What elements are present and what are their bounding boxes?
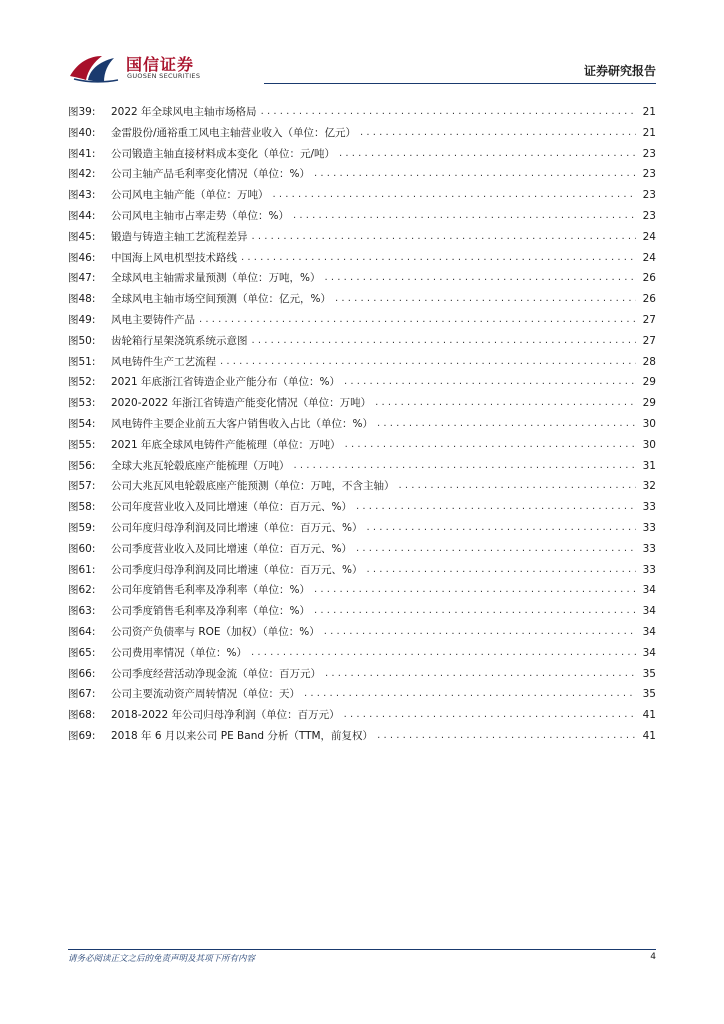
toc-leader-dots	[294, 456, 637, 477]
toc-leader-dots	[261, 102, 636, 123]
toc-page-number: 33	[642, 542, 656, 555]
toc-figure-number: 图55:	[68, 438, 96, 451]
toc-figure-number: 图53:	[68, 397, 96, 410]
toc-entry[interactable]	[68, 123, 656, 144]
toc-figure-number: 图66:	[68, 667, 96, 680]
toc-figure-title: 中国海上风电机型技术路线	[111, 251, 237, 264]
toc-entry[interactable]	[68, 352, 656, 373]
page-header	[68, 50, 656, 86]
logo-chinese-name: 国信证券	[126, 55, 195, 74]
toc-leader-dots	[344, 372, 636, 393]
toc-leader-dots	[375, 393, 636, 414]
toc-entry[interactable]	[68, 435, 656, 456]
toc-figure-title: 公司风电主轴产能（单位：万吨）	[111, 189, 269, 202]
toc-page-number: 34	[642, 584, 656, 597]
toc-entry[interactable]	[68, 560, 656, 581]
toc-figure-number: 图46:	[68, 251, 96, 264]
toc-figure-title: 风电主要铸件产品	[111, 313, 195, 326]
toc-figure-title: 2018-2022 年公司归母净利润（单位：百万元）	[111, 709, 340, 722]
toc-figure-title: 2018 年 6 月以来公司 PE Band 分析（TTM，前复权）	[111, 729, 374, 742]
toc-page-number: 23	[642, 209, 656, 222]
figure-table-of-contents	[68, 102, 656, 747]
toc-leader-dots	[377, 726, 636, 747]
toc-figure-number: 图43:	[68, 189, 96, 202]
toc-page-number: 35	[642, 688, 656, 701]
toc-leader-dots	[377, 414, 636, 435]
toc-leader-dots	[293, 206, 636, 227]
toc-entry[interactable]	[68, 393, 656, 414]
toc-figure-number: 图41:	[68, 147, 96, 160]
toc-figure-number: 图58:	[68, 501, 96, 514]
company-logo	[68, 50, 201, 86]
toc-figure-title: 风电铸件生产工艺流程	[111, 355, 216, 368]
toc-entry[interactable]	[68, 497, 656, 518]
toc-leader-dots	[251, 643, 636, 664]
toc-figure-number: 图57:	[68, 480, 96, 493]
toc-page-number: 28	[642, 355, 656, 368]
toc-leader-dots	[345, 435, 636, 456]
toc-entry[interactable]	[68, 372, 656, 393]
toc-figure-title: 公司年度归母净利润及同比增速（单位：百万元、%）	[111, 521, 363, 534]
toc-figure-number: 图59:	[68, 521, 96, 534]
toc-leader-dots	[220, 352, 636, 373]
toc-figure-title: 风电铸件主要企业前五大客户销售收入占比（单位：%）	[111, 417, 373, 430]
toc-figure-number: 图51:	[68, 355, 96, 368]
toc-figure-number: 图65:	[68, 646, 96, 659]
toc-figure-title: 公司季度销售毛利率及净利率（单位：%）	[111, 605, 310, 618]
toc-figure-title: 公司主轴产品毛利率变化情况（单位：%）	[111, 168, 310, 181]
toc-figure-title: 公司主要流动资产周转情况（单位：天）	[111, 688, 300, 701]
toc-figure-title: 全球风电主轴市场空间预测（单位：亿元，%）	[111, 293, 331, 306]
toc-figure-title: 金雷股份/通裕重工风电主轴营业收入（单位：亿元）	[111, 126, 357, 139]
toc-page-number: 31	[642, 459, 656, 472]
toc-figure-number: 图67:	[68, 688, 96, 701]
toc-page-number: 33	[642, 521, 656, 534]
toc-figure-title: 2022 年全球风电主轴市场格局	[111, 106, 257, 118]
toc-page-number: 30	[642, 438, 656, 451]
toc-page-number: 33	[642, 563, 656, 576]
toc-page-number: 21	[642, 126, 656, 139]
toc-entry[interactable]	[68, 705, 656, 726]
toc-page-number: 24	[642, 230, 656, 243]
toc-entry[interactable]	[68, 310, 656, 331]
toc-figure-title: 全球大兆瓦轮毂底座产能梳理（万吨）	[111, 459, 290, 472]
footer-disclaimer: 请务必阅读正文之后的免责声明及其项下所有内容	[68, 954, 256, 964]
toc-entry[interactable]	[68, 539, 656, 560]
toc-leader-dots	[366, 518, 636, 539]
toc-entry[interactable]	[68, 268, 656, 289]
guosen-logo-icon	[68, 52, 120, 84]
toc-leader-dots	[324, 268, 636, 289]
report-type-label: 证券研究报告	[583, 64, 656, 78]
toc-figure-number: 图42:	[68, 168, 96, 181]
toc-entry[interactable]	[68, 684, 656, 705]
logo-english-name: GUOSEN SECURITIES	[127, 72, 201, 80]
toc-leader-dots	[314, 164, 636, 185]
toc-figure-number: 图49:	[68, 313, 96, 326]
toc-page-number: 41	[642, 709, 656, 722]
toc-figure-number: 图45:	[68, 230, 96, 243]
toc-leader-dots	[356, 539, 636, 560]
toc-leader-dots	[339, 144, 636, 165]
toc-leader-dots	[366, 560, 636, 581]
toc-figure-title: 公司大兆瓦风电轮毂底座产能预测（单位：万吨，不含主轴）	[111, 480, 395, 493]
toc-figure-title: 公司季度经营活动净现金流（单位：百万元）	[111, 667, 321, 680]
toc-figure-title: 公司年度营业收入及同比增速（单位：百万元、%）	[111, 501, 352, 514]
toc-figure-title: 公司风电主轴市占率走势（单位：%）	[111, 209, 289, 222]
toc-entry[interactable]	[68, 476, 656, 497]
toc-page-number: 34	[642, 625, 656, 638]
toc-leader-dots	[325, 664, 636, 685]
toc-figure-title: 公司费用率情况（单位：%）	[111, 646, 247, 659]
toc-figure-title: 锻造与铸造主轴工艺流程差异	[111, 230, 248, 243]
toc-entry[interactable]	[68, 622, 656, 643]
toc-page-number: 23	[642, 189, 656, 202]
toc-leader-dots	[252, 331, 637, 352]
toc-figure-number: 图64:	[68, 625, 96, 638]
toc-figure-title: 2021 年底浙江省铸造企业产能分布（单位：%）	[111, 376, 341, 389]
toc-figure-title: 2021 年底全球风电铸件产能梳理（单位：万吨）	[111, 438, 341, 451]
toc-figure-number: 图47:	[68, 272, 96, 285]
toc-page-number: 32	[642, 480, 656, 493]
toc-entry[interactable]	[68, 518, 656, 539]
toc-figure-title: 公司季度营业收入及同比增速（单位：百万元、%）	[111, 542, 352, 555]
toc-entry[interactable]	[68, 643, 656, 664]
toc-leader-dots	[324, 622, 636, 643]
toc-page-number: 23	[642, 147, 656, 160]
toc-leader-dots	[273, 185, 637, 206]
toc-figure-number: 图69:	[68, 729, 96, 742]
toc-entry[interactable]	[68, 331, 656, 352]
toc-entry[interactable]	[68, 185, 656, 206]
toc-leader-dots	[241, 248, 636, 269]
toc-figure-number: 图56:	[68, 459, 96, 472]
toc-figure-number: 图50:	[68, 334, 96, 347]
toc-page-number: 35	[642, 667, 656, 680]
toc-entry[interactable]	[68, 289, 656, 310]
toc-leader-dots	[335, 289, 636, 310]
toc-figure-title: 公司年度销售毛利率及净利率（单位：%）	[111, 584, 310, 597]
toc-figure-number: 图62:	[68, 584, 96, 597]
toc-leader-dots	[314, 580, 636, 601]
toc-page-number: 30	[642, 417, 656, 430]
toc-figure-title: 齿轮箱行星架浇筑系统示意图	[111, 334, 248, 347]
toc-leader-dots	[399, 476, 637, 497]
toc-entry[interactable]	[68, 144, 656, 165]
toc-entry[interactable]	[68, 664, 656, 685]
toc-figure-number: 图63:	[68, 605, 96, 618]
toc-figure-number: 图61:	[68, 563, 96, 576]
toc-leader-dots	[344, 705, 636, 726]
page-number: 4	[650, 952, 656, 962]
toc-leader-dots	[360, 123, 636, 144]
toc-page-number: 23	[642, 168, 656, 181]
toc-entry[interactable]	[68, 580, 656, 601]
toc-entry[interactable]	[68, 102, 656, 123]
toc-page-number: 29	[642, 397, 656, 410]
toc-entry[interactable]	[68, 248, 656, 269]
toc-figure-title: 公司季度归母净利润及同比增速（单位：百万元、%）	[111, 563, 363, 576]
toc-entry[interactable]	[68, 206, 656, 227]
toc-entry[interactable]	[68, 601, 656, 622]
toc-figure-number: 图48:	[68, 293, 96, 306]
toc-page-number: 34	[642, 605, 656, 618]
toc-figure-number: 图40:	[68, 126, 96, 139]
toc-page-number: 27	[642, 313, 656, 326]
toc-figure-title: 公司锻造主轴直接材料成本变化（单位：元/吨）	[111, 147, 336, 160]
toc-page-number: 33	[642, 501, 656, 514]
toc-figure-title: 2020-2022 年浙江省铸造产能变化情况（单位：万吨）	[111, 397, 372, 410]
toc-leader-dots	[304, 684, 636, 705]
toc-entry[interactable]	[68, 227, 656, 248]
toc-leader-dots	[252, 227, 637, 248]
footer-divider	[68, 949, 656, 950]
toc-page-number: 27	[642, 334, 656, 347]
toc-entry[interactable]	[68, 414, 656, 435]
toc-figure-title: 公司资产负债率与 ROE（加权）（单位：%）	[111, 625, 320, 638]
toc-figure-number: 图54:	[68, 417, 96, 430]
toc-page-number: 26	[642, 293, 656, 306]
toc-figure-number: 图44:	[68, 209, 96, 222]
toc-figure-number: 图60:	[68, 542, 96, 555]
toc-page-number: 21	[642, 106, 656, 118]
toc-leader-dots	[314, 601, 636, 622]
toc-figure-number: 图39:	[68, 106, 96, 118]
toc-page-number: 24	[642, 251, 656, 264]
toc-leader-dots	[199, 310, 636, 331]
toc-page-number: 26	[642, 272, 656, 285]
toc-entry[interactable]	[68, 456, 656, 477]
toc-leader-dots	[356, 497, 636, 518]
toc-figure-title: 全球风电主轴需求量预测（单位：万吨，%）	[111, 272, 321, 285]
toc-figure-number: 图52:	[68, 376, 96, 389]
toc-figure-number: 图68:	[68, 709, 96, 722]
toc-entry[interactable]	[68, 164, 656, 185]
toc-page-number: 41	[642, 729, 656, 742]
toc-page-number: 34	[642, 646, 656, 659]
toc-page-number: 29	[642, 376, 656, 389]
toc-entry[interactable]	[68, 726, 656, 747]
header-divider	[264, 83, 656, 84]
